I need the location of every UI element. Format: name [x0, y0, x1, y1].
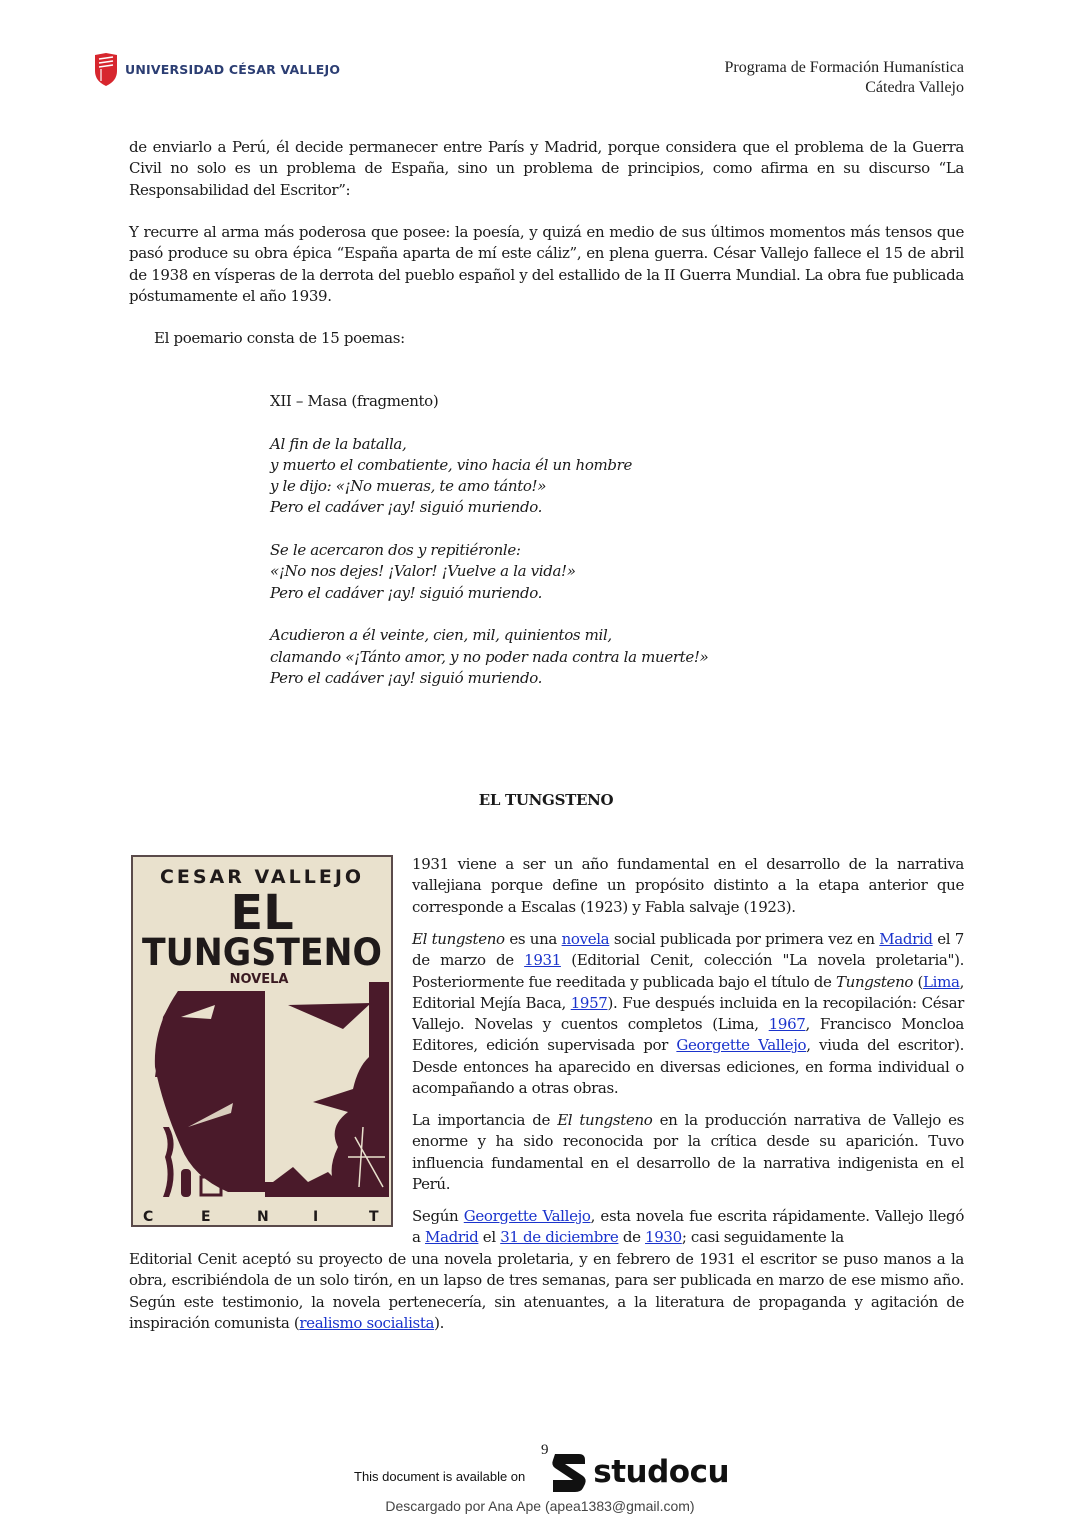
section-title: EL TUNGSTENO	[478, 791, 614, 809]
poem-stanza	[270, 540, 708, 604]
poem-count-text: El poemario consta de 15 poemas:	[154, 329, 405, 347]
svg-text:T: T	[369, 1209, 379, 1225]
intro-paragraph-1: de enviarlo a Perú, él decide permanecer entre París y Madrid, porque considera que el problema de la Guerra Civil no solo es un problema de España, sino un problema de principios, como afirma en su discurso “La Responsabilidad del Escritor”:	[129, 138, 964, 199]
poem-line: Acudieron a él veinte, cien, mil, quinientos mil,	[270, 626, 612, 645]
cover-author: CESAR VALLEJO	[159, 866, 365, 888]
tungsteno-paragraph-4-continued: Editorial Cenit aceptó su proyecto de una novela proletaria, y en febrero de 1931 el escritor se puso manos a la obra, escribiéndola de un solo tirón, en un lapso de tres semanas, para ser publicada en marzo de ese mismo año. Según este testimonio, la novela pertenecería, sin atenuantes, a la literatura de propaganda y agitación de inspiración comunista (realismo socialista).	[129, 1250, 964, 1332]
link-1931[interactable]: 1931	[524, 951, 561, 970]
poem-line: clamando «¡Tánto amor, y no poder nada contra la muerte!»	[270, 647, 709, 666]
book-title-italic: El tungsteno	[412, 930, 505, 948]
poem-stanza	[270, 434, 708, 519]
svg-text:I: I	[313, 1209, 319, 1225]
available-on-text: This document is available on	[354, 1468, 526, 1484]
university-shield-icon	[93, 51, 119, 87]
link-georgette-vallejo[interactable]: Georgette Vallejo	[676, 1036, 807, 1055]
studocu-s-icon	[549, 1450, 589, 1494]
link-1957[interactable]: 1957	[570, 993, 608, 1012]
book-cover-image	[131, 855, 393, 1227]
tungsteno-paragraph-2: El tungsteno es una novela social publicada por primera vez en Madrid el 7 de marzo de 1931 (Editorial Cenit, colección "La novela proletaria"). Posteriormente fue reeditada y publicada bajo el título de Tungsteno (Lima, Editorial Mejía Baca, 1957). Fue después incluida en la recopilación: César Vallejo. Novelas y cuentos completos (Lima, 1967, Francisco Moncloa Editores, edición supervisada por Georgette Vallejo, viuda del escritor). Desde entonces ha aparecido en diversas ediciones, en forma individual o acompañando a otras obras.	[412, 930, 965, 1098]
link-madrid-2[interactable]: Madrid	[425, 1228, 479, 1247]
poem-line: Al fin de la batalla,	[270, 434, 407, 453]
tungsteno-paragraph-3: La importancia de El tungsteno en la producción narrativa de Vallejo es enorme y ha sido reconocida por la crítica desde su aparición. Tuvo influencia fundamental en el desarrollo de la narrativa indigenista en el Perú.	[412, 1111, 965, 1193]
poem-line: Se le acercaron dos y repitiéronle:	[270, 541, 521, 560]
program-name: Programa de Formación Humanística	[724, 59, 964, 76]
link-lima[interactable]: Lima	[923, 972, 960, 991]
intro-paragraph-2: Y recurre al arma más poderosa que posee: la poesía, y quizá en medio de sus últimos momentos más tensos que pasó produce su obra épica “España aparta de mí este cáliz”, en plena guerra. César Vallejo fallece el 15 de abril de 1938 en vísperas de la derrota del pueblo español y del estallido de la II Guerra Mundial. La obra fue publicada póstumamente el año 1939.	[129, 223, 964, 305]
chair-name: Cátedra Vallejo	[865, 79, 964, 96]
studocu-wordmark: studocu	[593, 1454, 730, 1490]
link-madrid[interactable]: Madrid	[879, 930, 933, 948]
svg-text:N: N	[257, 1209, 269, 1225]
link-novela[interactable]: novela	[561, 930, 610, 948]
svg-text:E: E	[201, 1209, 211, 1225]
tungsteno-paragraph-4: Según Georgette Vallejo, esta novela fue escrita rápidamente. Vallejo llegó a Madrid el 31 de diciembre de 1930; casi seguidamente la	[412, 1207, 964, 1247]
poem-line: Pero el cadáver ¡ay! siguió muriendo.	[270, 498, 543, 517]
tungsteno-paragraph-1: 1931 viene a ser un año fundamental en el desarrollo de la narrativa vallejiana porque define un propósito distinto a la etapa anterior que corresponde a Escalas (1923) y Fabla salvaje (1923).	[412, 855, 964, 916]
university-logo	[93, 51, 340, 87]
studocu-logo[interactable]	[549, 1450, 729, 1494]
page-number: 9	[541, 1442, 549, 1458]
poem-line: Pero el cadáver ¡ay! siguió muriendo.	[270, 668, 543, 687]
poem-stanza	[270, 625, 708, 689]
link-georgette-vallejo-2[interactable]: Georgette Vallejo	[463, 1207, 591, 1225]
link-1967[interactable]: 1967	[768, 1015, 806, 1034]
svg-text:C: C	[143, 1209, 154, 1225]
cover-subtitle: NOVELA	[229, 972, 289, 987]
poem-line: Pero el cadáver ¡ay! siguió muriendo.	[270, 583, 543, 602]
link-31-diciembre[interactable]: 31 de diciembre	[500, 1228, 619, 1247]
poem-title: XII – Masa (fragmento)	[270, 392, 439, 410]
studocu-banner[interactable]	[354, 1450, 729, 1494]
link-realismo-socialista[interactable]: realismo socialista	[299, 1313, 435, 1332]
poem-line: y le dijo: «¡No mueras, te amo tánto!»	[270, 477, 547, 496]
cover-title-1: EL	[230, 885, 294, 941]
downloaded-by-text: Descargado por Ana Ape (apea1383@gmail.com)	[385, 1498, 695, 1514]
header-program-info	[725, 58, 965, 98]
university-name: UNIVERSIDAD CÉSAR VALLEJO	[125, 61, 341, 77]
poem-line: y muerto el combatiente, vino hacia él un hombre	[270, 455, 632, 474]
poem-line: «¡No nos dejes! ¡Valor! ¡Vuelve a la vida!»	[270, 562, 576, 581]
link-1930[interactable]: 1930	[645, 1228, 682, 1247]
cover-title-2: TUNGSTENO	[142, 931, 382, 974]
book-cover-illustration	[133, 857, 391, 1225]
poem-block	[270, 391, 708, 689]
